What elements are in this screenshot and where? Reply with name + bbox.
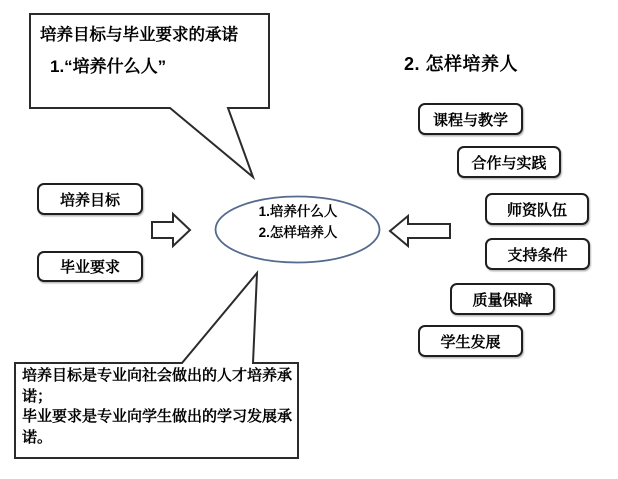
top-callout-title: 培养目标与毕业要求的承诺 (40, 26, 238, 44)
box-student-development (418, 325, 523, 357)
box-training-objectives-label: 培养目标 (59, 191, 120, 209)
section-heading-how-to-cultivate: 2. 怎样培养人 (404, 54, 519, 74)
bottom-callout-text (22, 366, 294, 448)
ellipse-text-line-2: 2.怎样培养人 (258, 225, 338, 240)
box-curriculum-teaching (418, 103, 523, 135)
box-quality-assurance (450, 283, 555, 315)
box-quality-assurance-label: 质量保障 (472, 291, 533, 309)
box-faculty-team-label: 师资队伍 (506, 201, 567, 219)
ellipse-text-line-1: 1.培养什么人 (258, 204, 338, 219)
box-student-development-label: 学生发展 (440, 333, 501, 351)
right-block-arrow-icon (152, 214, 190, 246)
box-faculty-team (485, 193, 589, 225)
bottom-callout-text-line-3: 毕业要求是专业向学生做出的学习发展承 (22, 408, 293, 425)
box-support-conditions (485, 238, 590, 270)
box-cooperation-practice (457, 146, 561, 178)
bottom-callout-text-line-1: 培养目标是专业向社会做出的人才培养承 (22, 367, 293, 384)
left-block-arrow-icon (390, 216, 450, 246)
box-training-objectives (37, 183, 143, 215)
box-graduation-requirements-label: 毕业要求 (59, 259, 120, 276)
box-graduation-requirements (37, 251, 143, 282)
bottom-callout-text-line-2: 诺； (22, 387, 53, 405)
bottom-callout-text-line-4: 诺。 (22, 428, 53, 446)
box-cooperation-practice-label: 合作与实践 (471, 154, 547, 172)
top-callout-subtitle: 1.“培养什么人” (50, 57, 167, 76)
box-curriculum-teaching-label: 课程与教学 (432, 111, 508, 129)
box-support-conditions-label: 支持条件 (507, 246, 568, 264)
